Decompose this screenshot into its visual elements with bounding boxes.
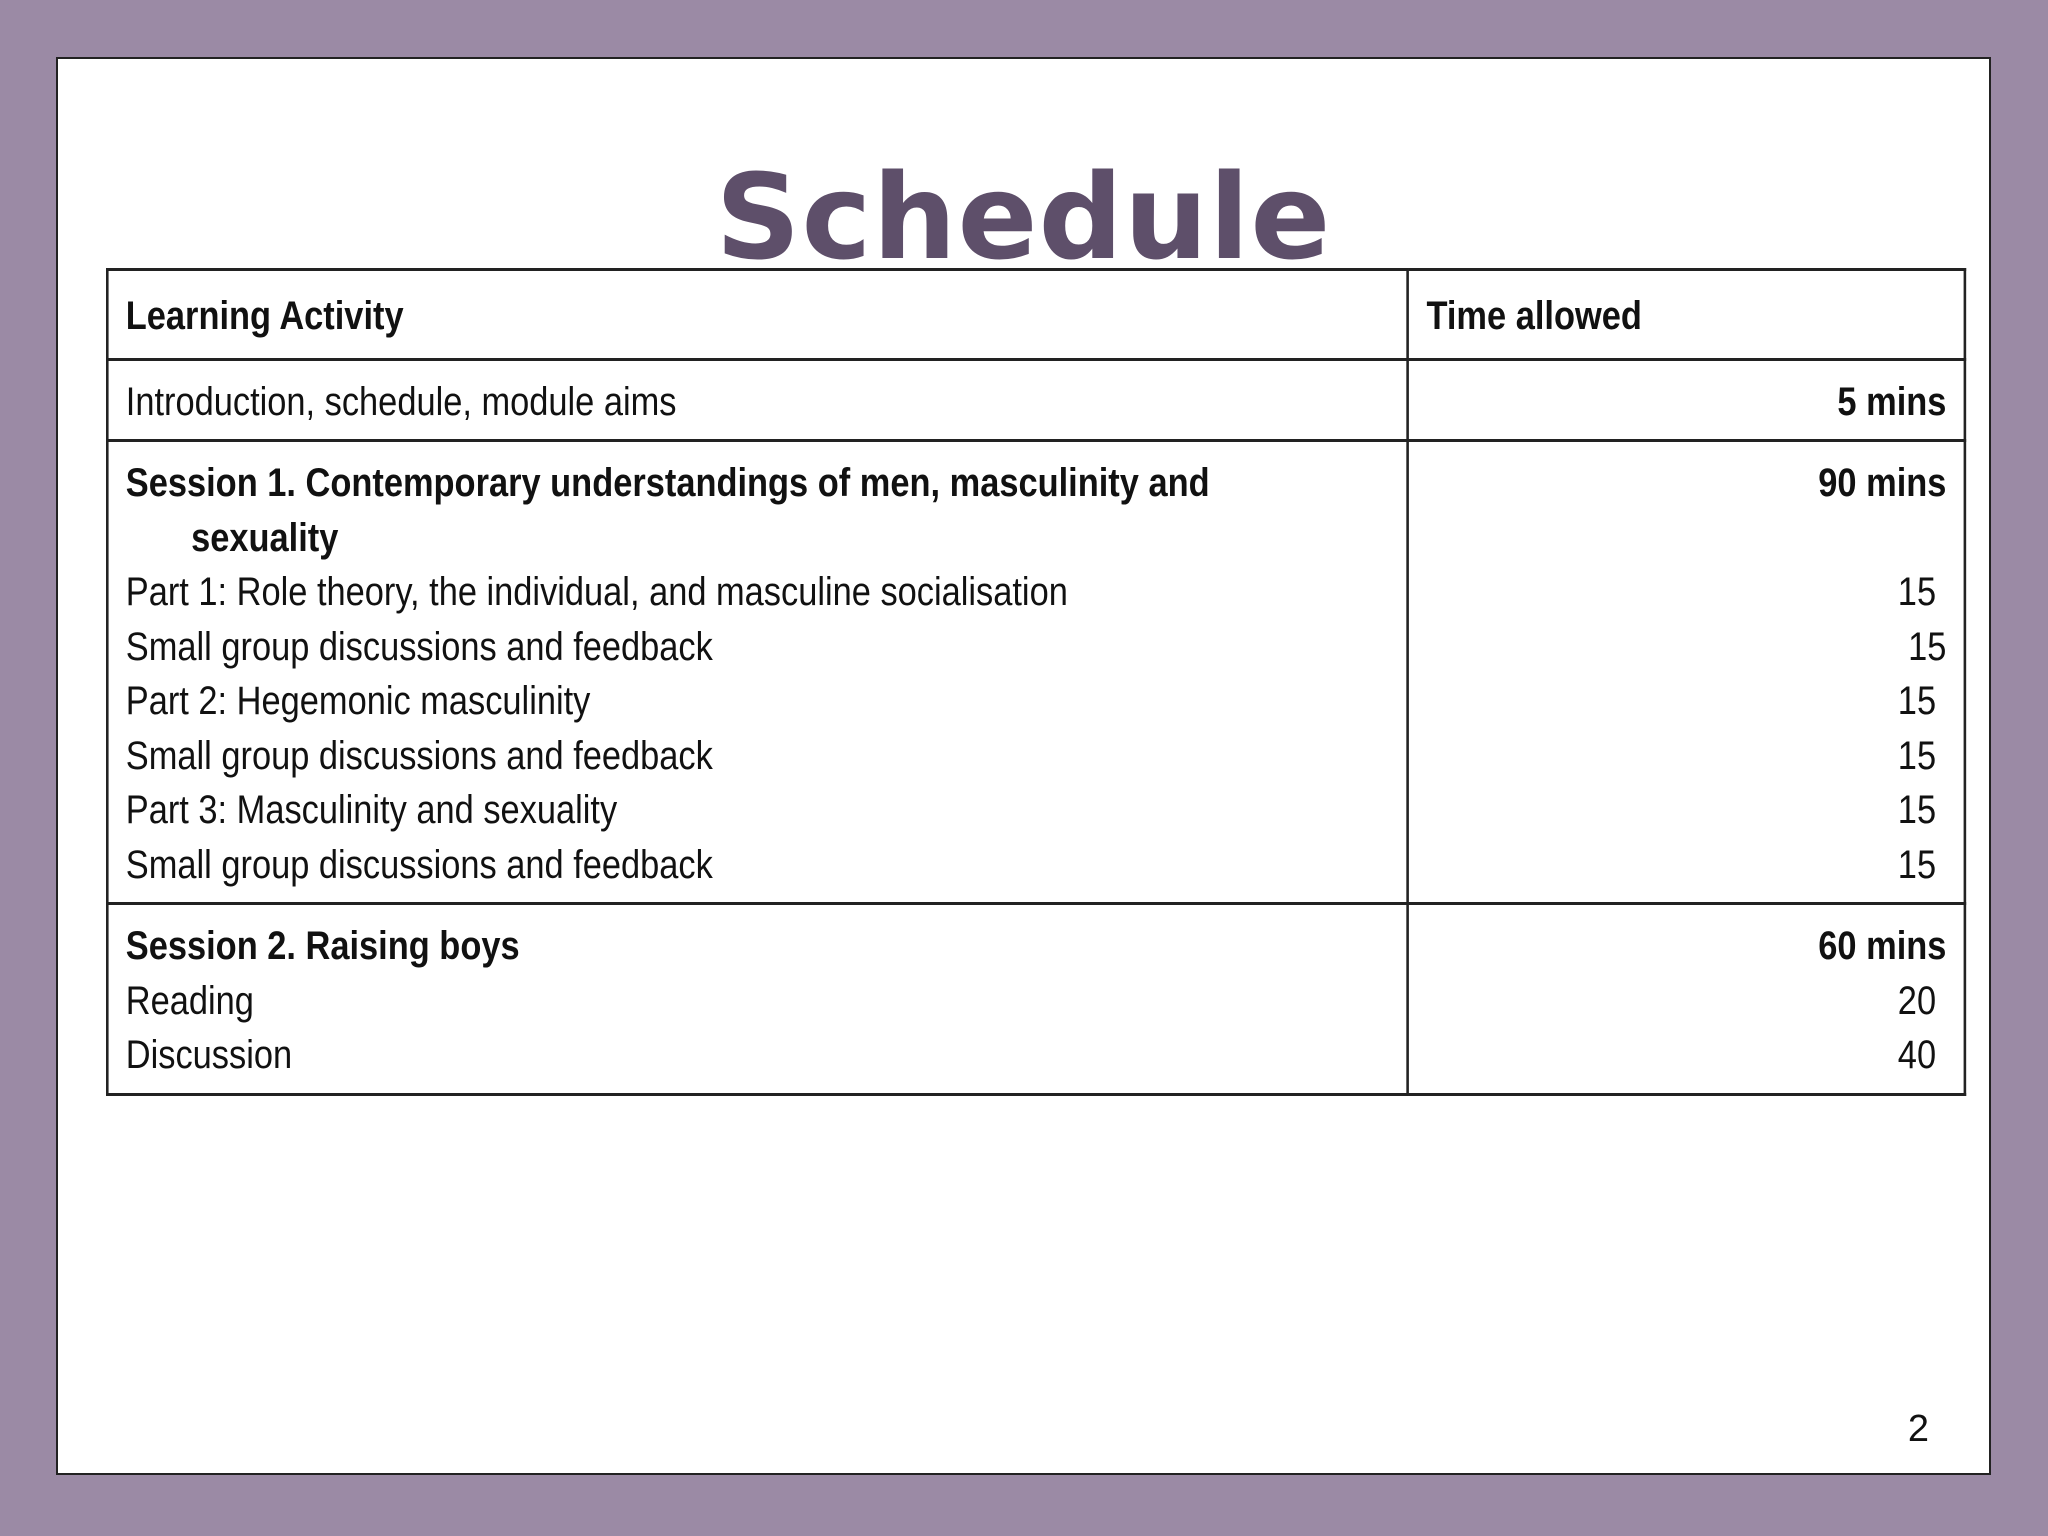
session1-item-time: 15 [1908, 624, 1947, 669]
session1-total-time: 90 mins [1818, 461, 1947, 505]
header-time-label: Time allowed [1426, 294, 1642, 338]
activity-cell [107, 359, 1408, 441]
spacer-line [1426, 511, 1946, 566]
session2-total-time: 60 mins [1818, 924, 1947, 968]
session1-item-activity: Small group discussions and feedback [125, 624, 713, 669]
page-number: 2 [1907, 1408, 1929, 1450]
session1-item-activity: Small group discussions and feedback [125, 842, 713, 887]
intro-time: 5 mins [1837, 379, 1947, 424]
schedule-table [106, 268, 1966, 1096]
header-learning-activity [107, 270, 1408, 360]
header-time-allowed [1408, 270, 1965, 360]
intro-activity: Introduction, schedule, module aims [125, 379, 677, 424]
table-row-session-2 [107, 904, 1965, 1095]
session1-item-activity: Small group discussions and feedback [125, 733, 713, 778]
table-header-row [107, 270, 1965, 360]
table-row-session-1 [107, 441, 1965, 904]
time-cell [1408, 441, 1965, 904]
session1-item-activity: Part 1: Role theory, the individual, and masculine socialisation [125, 570, 1068, 614]
session1-item-time: 15 [1897, 733, 1937, 778]
activity-cell [107, 441, 1408, 904]
table-row-introduction [107, 359, 1965, 441]
session2-title: Session 2. Raising boys [125, 924, 520, 968]
session1-title: Session 1. Contemporary understandings of men, masculinity and [125, 461, 1210, 505]
session1-item-activity: Part 3: Masculinity and sexuality [125, 788, 618, 832]
session1-title-continued: sexuality [191, 515, 339, 560]
session2-item-time: 40 [1897, 1033, 1937, 1077]
session2-item-activity: Discussion [125, 1033, 293, 1077]
time-cell [1408, 359, 1965, 441]
header-activity-label: Learning Activity [125, 294, 404, 338]
slide [56, 57, 1991, 1475]
session1-item-activity: Part 2: Hegemonic masculinity [125, 679, 591, 723]
session2-item-activity: Reading [125, 978, 254, 1023]
session2-item-time: 20 [1897, 978, 1937, 1023]
session1-item-time: 15 [1897, 842, 1937, 887]
session1-item-time: 15 [1897, 570, 1937, 614]
activity-cell [107, 904, 1408, 1095]
time-cell [1408, 904, 1965, 1095]
session1-item-time: 15 [1897, 788, 1937, 832]
session1-item-time: 15 [1897, 679, 1937, 723]
slide-title: Schedule [715, 148, 1332, 286]
